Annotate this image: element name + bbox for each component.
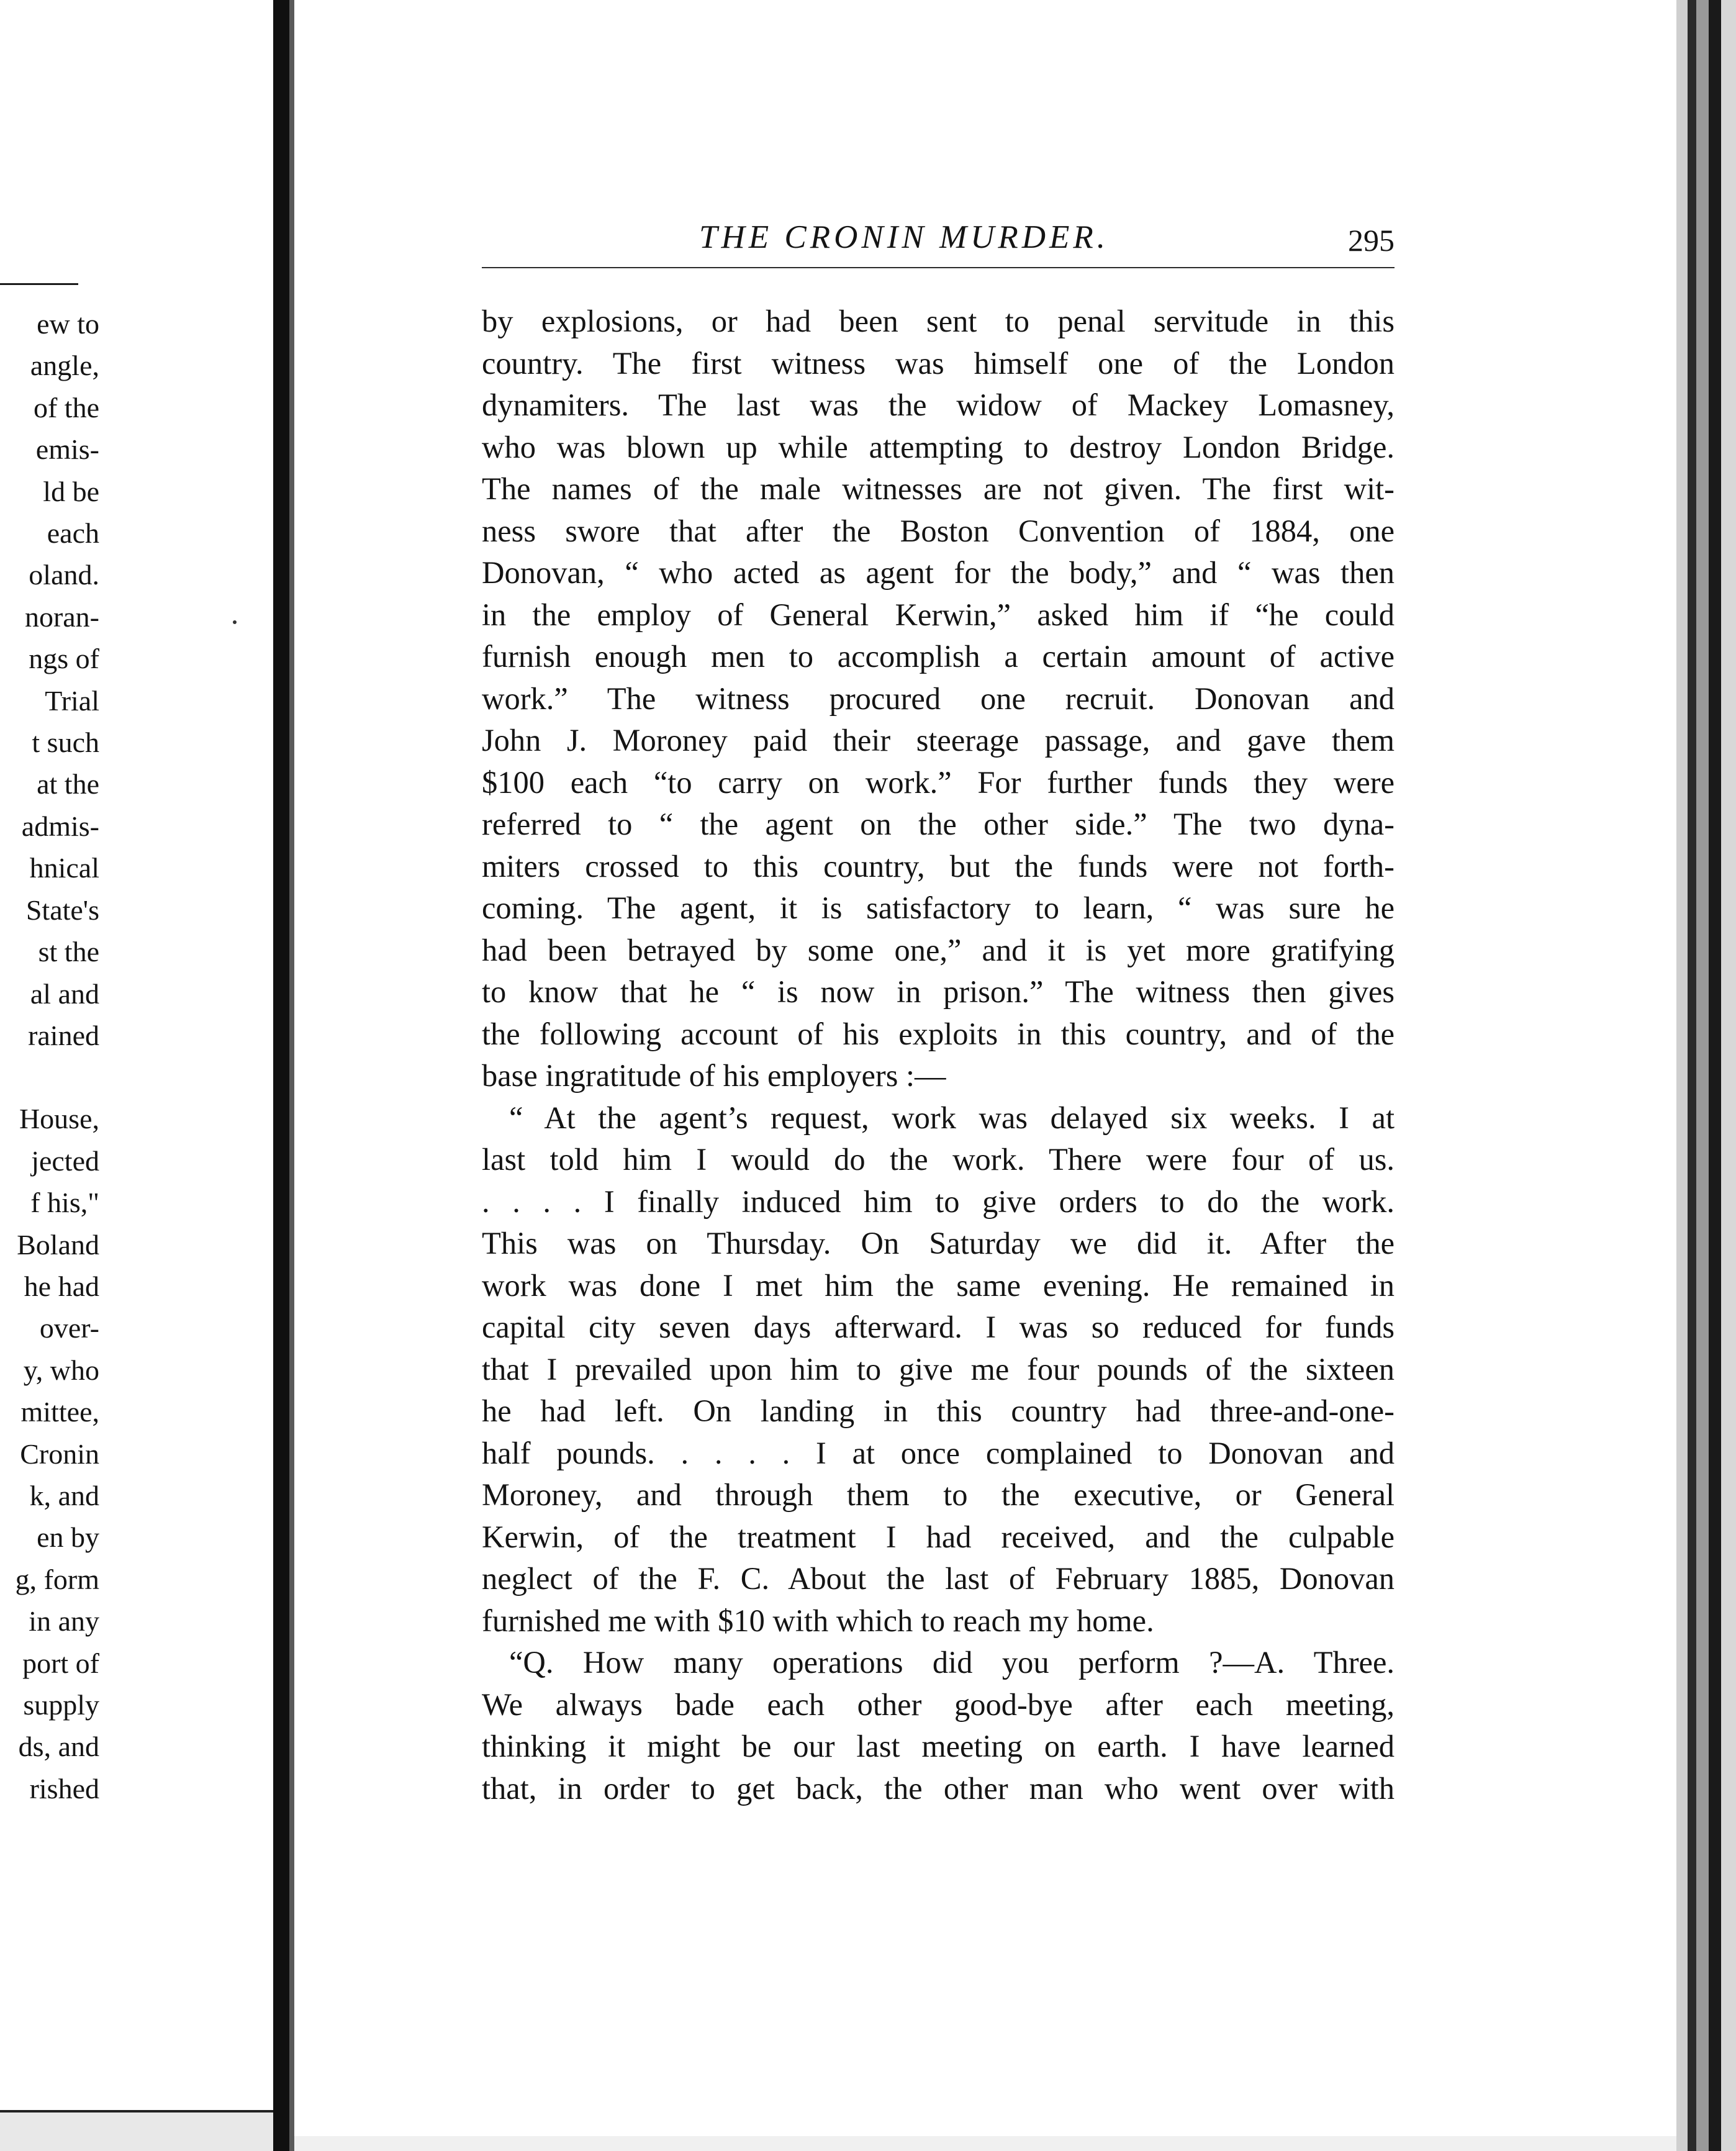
left-line: jected (31, 1144, 99, 1177)
left-line: ew to (37, 308, 99, 340)
text-line: work was done I met him the same evening. He remained in (482, 1267, 1395, 1303)
text-line: neglect of the F. C. About the last of February 1885, Donovan (482, 1561, 1395, 1596)
left-line: port of (22, 1647, 99, 1679)
left-line: over- (39, 1312, 99, 1344)
left-line: ngs of (29, 643, 99, 675)
text-line: that, in order to get back, the other man who went over with (482, 1770, 1395, 1806)
speck (233, 620, 237, 624)
left-line: Trial (45, 684, 99, 717)
text-line: had been betrayed by some one,” and it is yet more gratifying (482, 932, 1395, 967)
left-line: y, who (23, 1354, 99, 1386)
text-line: Donovan, “ who acted as agent for the body,” and “ was then (482, 555, 1395, 590)
text-line: work.” The witness procured one recruit. Donovan and (482, 681, 1395, 716)
text-line: coming. The agent, it is satisfactory to learn, “ was sure he (482, 890, 1395, 925)
text-line: . . . . I finally induced him to give orders to do the work. (482, 1184, 1395, 1219)
left-line: t such (32, 727, 99, 759)
text-line: ness swore that after the Boston Convention of 1884, one (482, 513, 1395, 548)
left-line: in any (29, 1605, 99, 1637)
text-line: base ingratitude of his employers :— (482, 1058, 946, 1093)
left-line: Cronin (20, 1438, 99, 1470)
text-line: by explosions, or had been sent to penal servitude in this (482, 304, 1395, 338)
left-line: mittee, (20, 1396, 99, 1428)
left-page-fragment (0, 303, 99, 1809)
left-line: hnical (29, 852, 99, 884)
text-line: capital city seven days afterward. I was so reduced for funds (482, 1310, 1395, 1344)
text-line: to know that he “ is now in prison.” The witness then gives (482, 974, 1395, 1009)
left-line: rished (29, 1772, 99, 1805)
left-line: angle, (30, 350, 99, 382)
text-line: $100 each “to carry on work.” For further funds they were (482, 764, 1395, 800)
text-line: This was on Thursday. On Saturday we did it. After the (482, 1226, 1395, 1261)
text-line: “Q. How many operations did you perform ?—A. Three. (509, 1645, 1395, 1680)
text-line: We always bade each other good-bye after each meeting, (482, 1687, 1395, 1722)
right-edge-black (1709, 0, 1721, 2151)
page-number: 295 (1348, 223, 1395, 258)
text-line: country. The first witness was himself one of the London (482, 345, 1395, 381)
text-line: furnished me with $10 with which to reach my home. (482, 1603, 1154, 1638)
text-line: in the employ of General Kerwin,” asked him if “he could (482, 597, 1395, 632)
left-line: noran- (24, 600, 99, 633)
paragraph-gap (0, 1056, 99, 1098)
text-line: referred to “ the agent on the other side.” The two dyna- (482, 807, 1395, 841)
left-line: en by (37, 1521, 99, 1554)
left-line: at the (37, 768, 99, 800)
right-edge-gray (1696, 0, 1709, 2151)
text-line: John J. Moroney paid their steerage passage, and gave them (482, 723, 1395, 758)
left-line: State's (25, 894, 99, 926)
text-line: the following account of his exploits in this country, and of the (482, 1016, 1395, 1051)
text-line: half pounds. . . . . I at once complained to Donovan and (482, 1435, 1395, 1470)
text-line: “ At the agent’s request, work was delayed six weeks. I at (509, 1100, 1395, 1135)
text-line: Moroney, and through them to the executive, or General (482, 1477, 1395, 1512)
left-line: of the (33, 391, 99, 423)
gutter-edge (289, 0, 294, 2151)
text-line: that I prevailed upon him to give me four pounds of the sixteen (482, 1351, 1395, 1387)
text-line: he had left. On landing in this country had three-and-one- (482, 1393, 1395, 1428)
left-line: Boland (17, 1228, 99, 1261)
left-line: f his," (30, 1187, 99, 1219)
left-line: st the (38, 936, 99, 968)
left-line: k, and (29, 1479, 99, 1511)
bottom-edge (294, 2136, 1676, 2151)
text-line: furnish enough men to accomplish a certain amount of active (482, 639, 1395, 674)
left-line: supply (23, 1689, 99, 1721)
left-line: House, (19, 1103, 99, 1135)
left-line: each (47, 517, 99, 550)
left-line: emis- (35, 433, 99, 466)
left-line: ld be (43, 475, 99, 507)
left-line: oland. (29, 559, 99, 591)
left-page-bottom-edge (0, 2111, 273, 2151)
text-line: thinking it might be our last meeting on earth. I have learned (482, 1729, 1395, 1764)
text-line: miters crossed to this country, but the funds were not forth- (482, 848, 1395, 884)
left-line: admis- (21, 810, 99, 842)
body-text (482, 301, 1395, 1809)
text-line: dynamiters. The last was the widow of Mackey Lomasney, (482, 387, 1395, 422)
left-line: he had (24, 1270, 99, 1302)
right-edge-light (1721, 0, 1736, 2151)
left-line: g, form (15, 1563, 99, 1595)
right-edge-shade (1676, 0, 1688, 2151)
text-line: who was blown up while attempting to destroy London Bridge. (482, 429, 1395, 464)
left-line: al and (30, 977, 99, 1010)
text-line: Kerwin, of the treatment I had received, and the culpable (482, 1519, 1395, 1554)
left-line: rained (28, 1019, 99, 1051)
gutter-shadow (273, 0, 289, 2151)
text-line: last told him I would do the work. There were four of us. (482, 1142, 1395, 1177)
left-line: ds, and (18, 1731, 99, 1763)
right-edge-dark (1688, 0, 1696, 2151)
running-head: THE CRONIN MURDER. (699, 219, 1110, 255)
left-page-header-rule (0, 283, 78, 285)
page-header (482, 215, 1395, 262)
text-line: The names of the male witnesses are not given. The first wit- (482, 471, 1395, 506)
header-rule (482, 267, 1395, 268)
